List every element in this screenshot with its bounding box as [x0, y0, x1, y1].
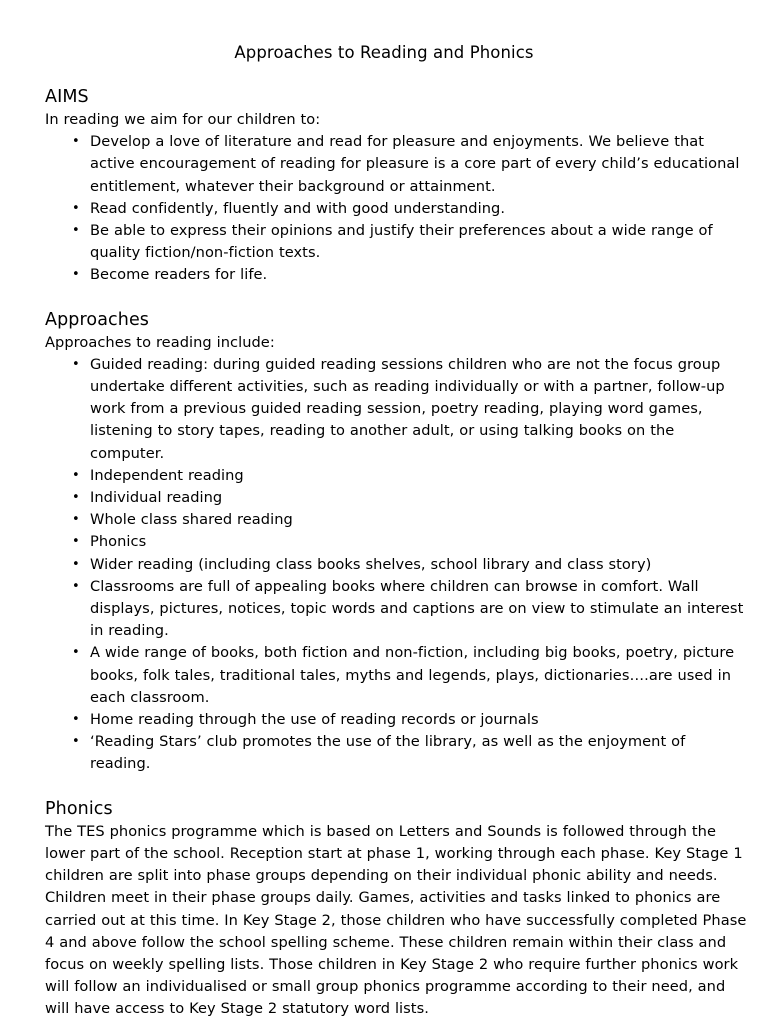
list-item: • A wide range of books, both fiction and non-fiction, including big books, poetry, picture books, folk tales, traditional tales, myths and legends, plays, dictionaries….are used in each classroom. — [45, 642, 748, 709]
list-item: • Whole class shared reading — [45, 509, 748, 531]
section-heading-aims: AIMS — [45, 87, 89, 107]
list-item: • Home reading through the use of reading records or journals — [45, 709, 748, 731]
section-intro-approaches: Approaches to reading include: — [45, 333, 275, 351]
bullet-list-approaches — [45, 354, 748, 776]
sections-container — [45, 86, 748, 1021]
list-item: • Become readers for life. — [45, 264, 748, 286]
list-item: • Read confidently, fluently and with good understanding. — [45, 198, 748, 220]
section-spacer — [45, 776, 748, 798]
list-item: • Wider reading (including class books shelves, school library and class story) — [45, 554, 748, 576]
list-item: • Guided reading: during guided reading sessions children who are not the focus group undertake different activities, such as reading individually or with a partner, follow-up work from a previous guided reading session, poetry reading, playing word games, listening to story tapes, reading to another adult, or using talking books on the computer. — [45, 354, 748, 465]
section-spacer — [45, 287, 748, 309]
list-item: • Be able to express their opinions and justify their preferences about a wide range of quality fiction/non-fiction texts. — [45, 220, 748, 264]
list-item: • Individual reading — [45, 487, 748, 509]
paragraph: The TES phonics programme which is based on Letters and Sounds is followed through the lower part of the school. Reception start at phase 1, working through each phase. Key Stage 1 children are split into phase groups depending on their individual phonic ability and needs. Children meet in their phase groups daily. Games, activities and tasks linked to phonics are carried out at this time. In Key Stage 2, those children who have successfully completed Phase 4 and above follow the school spelling scheme. These children remain within their class and focus on weekly spelling lists. Those children in Key Stage 2 who require further phonics work will follow an individualised or small group phonics programme according to their need, and will have access to Key Stage 2 statutory word lists. — [45, 822, 747, 1018]
section-phonics — [45, 798, 748, 1021]
title-spacer — [45, 64, 748, 86]
section-heading-phonics: Phonics — [45, 798, 113, 819]
section-approaches — [45, 309, 748, 798]
list-item: • Phonics — [45, 531, 748, 553]
list-item: • Develop a love of literature and read for pleasure and enjoyments. We believe that active encouragement of reading for pleasure is a core part of every child’s educational entitlement, whatever their background or attainment. — [45, 131, 748, 198]
bullet-list-aims — [45, 131, 748, 286]
page-title: Approaches to Reading and Phonics — [234, 43, 534, 62]
list-item: • Classrooms are full of appealing books where children can browse in comfort. Wall displays, pictures, notices, topic words and captions are on view to stimulate an interest in reading. — [45, 576, 748, 643]
section-intro-aims: In reading we aim for our children to: — [45, 111, 321, 128]
section-heading-approaches: Approaches — [45, 309, 150, 330]
list-item: • ‘Reading Stars’ club promotes the use of the library, as well as the enjoyment of reading. — [45, 731, 748, 775]
section-aims — [45, 86, 748, 309]
paragraphs-phonics — [45, 821, 748, 1021]
list-item: • Independent reading — [45, 465, 748, 487]
